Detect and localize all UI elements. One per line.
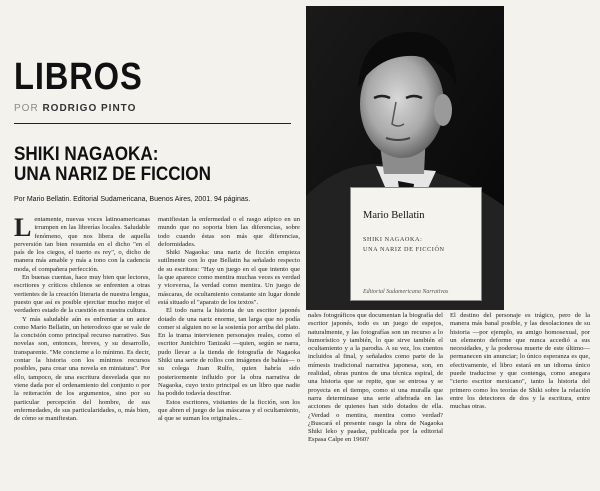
paragraph-9: El destino del personaje es trágico, pero de la manera más banal posible, y las desolaciones de su historia —por ejemplo, su amigo homosexual, por un elemento deforme que nunca accedió a sus necesidades, y la poderosa muerte de este último— permanecen sin anunciar; lo único esperanza es que, efectivamente, el libro estará en un idioma único puede traducirse y que contenga, como anegara "cierto escritor mexicano", tanto la historia del primero como los teorías de Shiki sobre la relación entre los detectores de dos y la escritura, entre muchas otras. xyxy=(450,312,590,411)
header-rule xyxy=(14,123,291,124)
byline xyxy=(14,104,136,114)
book-cover-author: Mario Bellatin xyxy=(363,210,425,221)
paragraph-3: Y más saludable aún es enfrentar a un autor como Mario Bellatin, un heterodoxo que se vale de la concisión como principal recurso narrativo. Sus novelas son, entonces, breves, y su desarrollo, transparente. "Me concierne a lo mínimo. Es decir, contar la historia con los mínimos recursos posibles, para crear una novela en miniatura". Por ello, tampoco, de una escritura desvelada que no viene dada por el ordenamiento del conjunto o por la reiteración de los argumentos, sino por su particular percepción del hombre, de sus enfermedades, de sus particularidades, o, más bien, de cómo se manifiestan. xyxy=(14,315,150,423)
byline-prefix: POR xyxy=(14,103,39,114)
article-column-2 xyxy=(158,216,300,486)
paragraph-6: El todo narra la historia de un escritor japonés dotado de una nariz enorme, tan larga que no podía comer si alguien no se la sostenía por arriba del plato. En la trama intervienen personajes reales, como el escritor Junichiro Tanizaki —quien, según se narra, pudo llevar a la tienda de fotografía de Nagaoka Shiki una serie de rollos con imágenes de bahías— o su colega Juan Rulfo, quien habría sido posteriormente influido por la obra narrativa de Nagaoka, cuyo texto principal es un libro que nadie ha podido todavía descifrar. xyxy=(158,307,300,398)
paragraph-7: Estos escritores, visitantes de la ficción, son los que abren el juego de las máscaras y el ocultamiento, al que se suman los originales... xyxy=(158,398,300,423)
book-cover xyxy=(351,188,481,300)
paragraph-4: manifiestan la enfermedad o el rasgo atípico en un mundo que no soporta bien las diferencias, sobre todo cuando éstas son más que diferencias, deformidades. xyxy=(158,216,300,248)
headline-line-2: UNA NARIZ DE FICCION xyxy=(14,164,211,185)
section-title: LIBROS xyxy=(14,56,143,98)
article-column-1 xyxy=(14,216,150,486)
paragraph-1-text: entamente, nuevas voces latinoamericanas irrumpen en las librerías locales. Saludable fenómeno, que nos libera de aquella perversión tan bien resumida en el dicho "en el país de los ciegos, el tuerto es rey", o, dicho de manera más amable y más a tono con la cadencia moda, el compañera perfección. xyxy=(14,216,150,273)
book-cover-title-line-1: SHIKI NAGAOKA: xyxy=(363,236,423,243)
article-headline xyxy=(14,145,211,185)
paragraph-1 xyxy=(14,216,150,274)
article-column-3 xyxy=(308,312,443,486)
book-cover-publisher: Editorial Sudamericana Narrativas xyxy=(363,289,449,295)
article-column-4 xyxy=(450,312,590,486)
paragraph-5: Shiki Nagaoka: una nariz de ficción empieza sutilmente con lo que Bellatin ha señalado respecto de su escritura: "Hay un juego en el que intento que la que aparece como mentira muchas veces es verdad y viceversa, la verdad como mentira. Un juego de máscaras, de ocultamiento constante sin lugar donde está situado el "aparato de los textos". xyxy=(158,249,300,306)
headline-line-1: SHIKI NAGAOKA: xyxy=(14,144,159,165)
book-cover-title-line-2: UNA NARIZ DE FICCIÓN xyxy=(363,246,445,253)
paragraph-2: En buenas cuentas, hace muy bien que lectores, escritores y críticos chilenos se enfrenten a otras vertientes de la creación literaria de nuestra lengua, puesto que así es posible ejercitar mucho mejor el verdadero estado de la cuestión en nuestra cultura. xyxy=(14,274,150,315)
drop-cap: L xyxy=(14,216,32,242)
paragraph-8: nales fotográficos que documentan la biografía del escritor japonés, todo es un juego de espejos, naturalmente, y las fotografías son un recurso a lo humorístico y también, lo que sirve también el ocultamiento y a la parodia. A su vez, los cuentos incluidos al final, y señalados como parte de la mímesis tradicional narrativa japonesa, son, en realidad, obras puntos de una técnica espiral, de una historia que se repite, que se entrosa y se proyecta en el tiempo, como si una muralla que narra determinase una serie afiebrada en las acciones de quienes han sido dotados de ella. ¿Verdad o mentira, mentira como verdad? ¿Buscará el presente rasgo la obra de Nagaoka Shiki leko y paadaz, publicada por la editorial Espasa Calpe en 1960? xyxy=(308,312,443,444)
publication-info: Por Mario Bellatin. Editorial Sudamericana, Buenos Aires, 2001. 94 páginas. xyxy=(14,196,251,203)
byline-author: RODRIGO PINTO xyxy=(42,103,137,114)
